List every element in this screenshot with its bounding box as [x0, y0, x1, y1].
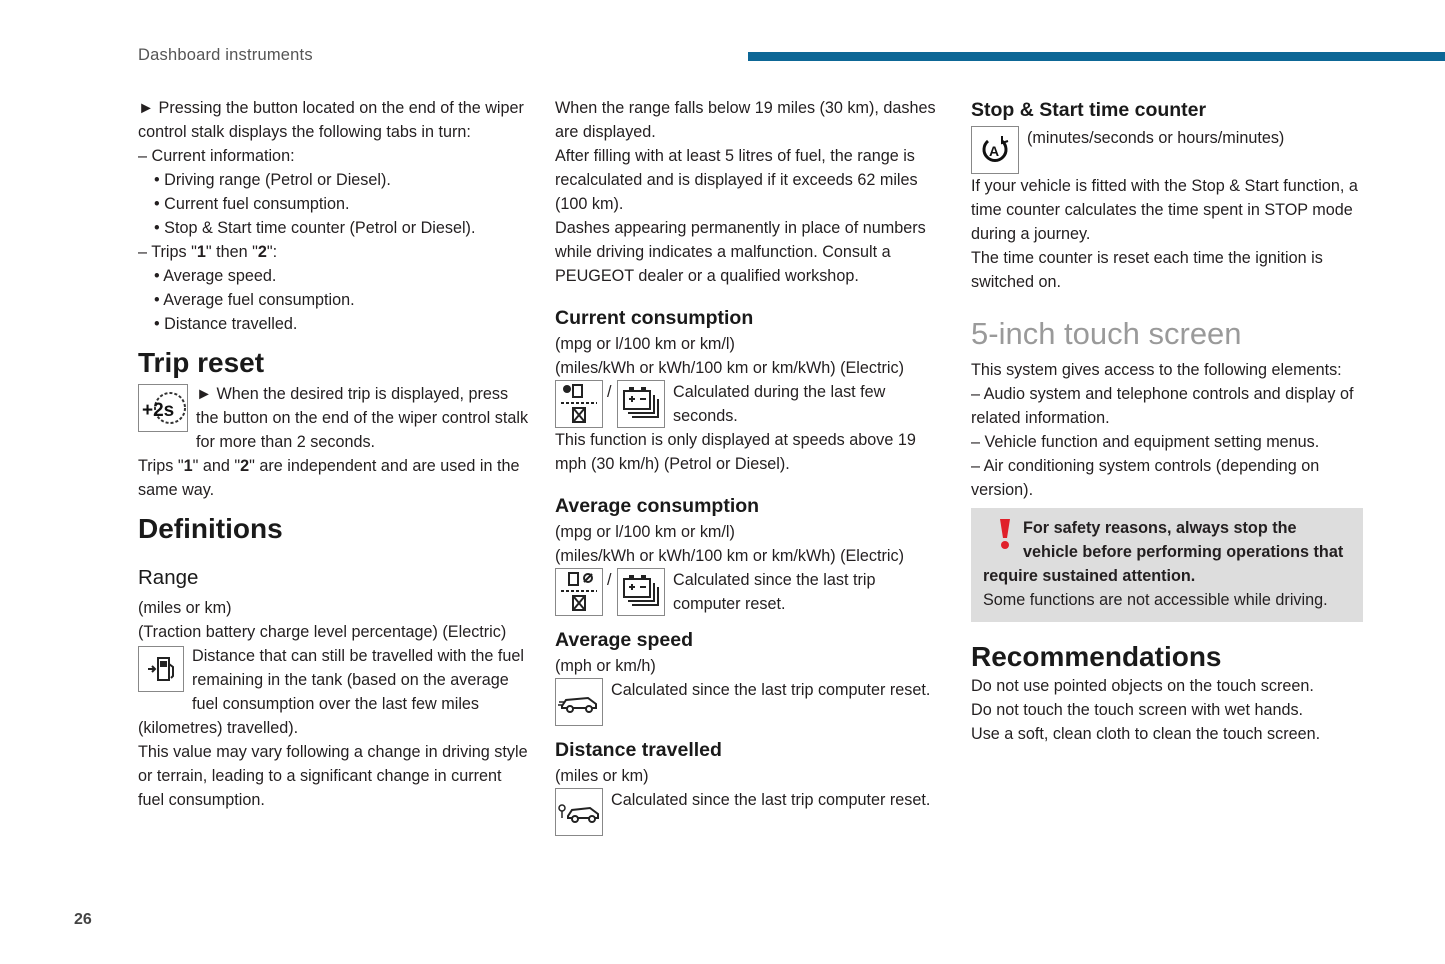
cc-unit-electric: (miles/kWh or kWh/100 km or km/kWh) (Electric) [555, 359, 904, 377]
range-refill-text: After filling with at least 5 litres of fuel, the range is recalculated and is displayed if it exceeds 62 miles (100 km). [555, 147, 918, 213]
distance-travelled-title: Distance travelled [555, 739, 722, 761]
list-item: – Audio system and telephone controls and display of related information. [971, 382, 1363, 430]
column-2 [555, 96, 945, 836]
list-item: • Driving range (Petrol or Diesel). [138, 168, 530, 192]
range-unit-electric: (Traction battery charge level percentage) (Electric) [138, 623, 507, 641]
rec-text-3: Use a soft, clean cloth to clean the touch screen. [971, 725, 1321, 743]
rec-text-2: Do not touch the touch screen with wet hands. [971, 701, 1304, 719]
current-consumption-title: Current consumption [555, 307, 754, 329]
average-consumption-title: Average consumption [555, 495, 760, 517]
battery-consumption-icon [617, 568, 665, 616]
warning-bold-text: For safety reasons, always stop the vehicle before performing operations that require sustained attention. [983, 519, 1344, 585]
slash-separator: / [607, 383, 612, 401]
trip-reset-title: Trip reset [138, 347, 265, 378]
as-text: Calculated since the last trip computer reset. [611, 681, 931, 699]
slash-separator: / [607, 571, 612, 589]
list-item: • Average fuel consumption. [138, 288, 530, 312]
column-3 [971, 96, 1363, 746]
trips-item: – Trips "1" then "2": [138, 240, 530, 264]
ac-text: Calculated since the last trip computer reset. [673, 571, 876, 613]
definitions-title: Definitions [138, 513, 283, 544]
range-text: Distance that can still be travelled with the fuel remaining in the tank (based on the average fuel consumption over the last few miles (kilometres) travelled). [138, 647, 525, 737]
as-unit: (mph or km/h) [555, 657, 656, 675]
list-item: • Current fuel consumption. [138, 192, 530, 216]
car-distance-icon [555, 788, 603, 836]
list-item: – Air conditioning system controls (depending on version). [971, 454, 1363, 502]
column-1 [138, 96, 530, 812]
recommendations-title: Recommendations [971, 641, 1222, 672]
dt-text: Calculated since the last trip computer reset. [611, 791, 931, 809]
ss-text-2: The time counter is reset each time the ignition is switched on. [971, 249, 1323, 291]
list-item: • Average speed. [138, 264, 530, 288]
ss-unit: (minutes/seconds or hours/minutes) [1027, 129, 1285, 147]
dt-unit: (miles or km) [555, 767, 649, 785]
touch-screen-title: 5-inch touch screen [971, 316, 1242, 351]
range-dashes-text: When the range falls below 19 miles (30 km), dashes are displayed. [555, 99, 936, 141]
svg-text:+2s: +2s [142, 400, 175, 421]
ts-intro: This system gives access to the following elements: [971, 361, 1342, 379]
fuel-pump-icon [138, 646, 184, 692]
range-malfunction-text: Dashes appearing permanently in place of numbers while driving indicates a malfunction. Consult a PEUGEOT dealer or a qualified workshop. [555, 219, 926, 285]
range-unit: (miles or km) [138, 599, 232, 617]
list-item: – Vehicle function and equipment setting menus. [971, 430, 1363, 454]
warning-text: Some functions are not accessible while driving. [983, 591, 1328, 609]
cc-unit: (mpg or l/100 km or km/l) [555, 335, 735, 353]
page-header-title: Dashboard instruments [138, 46, 313, 64]
safety-warning-box [971, 508, 1363, 622]
cc-text-2: This function is only displayed at speeds above 19 mph (30 km/h) (Petrol or Diesel). [555, 431, 916, 473]
stop-start-icon [971, 126, 1019, 174]
rec-text-1: Do not use pointed objects on the touch screen. [971, 677, 1314, 695]
svg-text:A: A [989, 143, 1000, 159]
ss-text: If your vehicle is fitted with the Stop & Start function, a time counter calculates the time spent in STOP mode during a journey. [971, 177, 1358, 243]
average-speed-title: Average speed [555, 629, 694, 651]
fuel-consumption-icon [555, 380, 603, 428]
stop-start-title: Stop & Start time counter [971, 99, 1207, 121]
car-speed-icon [555, 678, 603, 726]
page-number: 26 [74, 911, 92, 928]
plus-2s-icon [138, 384, 188, 432]
header-accent-bar [748, 52, 1445, 61]
cc-text: Calculated during the last few seconds. [673, 383, 886, 425]
list-item: • Stop & Start time counter (Petrol or Diesel). [138, 216, 530, 240]
current-info-item: – Current information: [138, 144, 530, 168]
trip-reset-text: ► When the desired trip is displayed, press the button on the end of the wiper control stalk for more than 2 seconds. [196, 385, 529, 451]
list-item: • Distance travelled. [138, 312, 530, 336]
trips-independent-text: Trips "1" and "2" are independent and are used in the same way. [138, 457, 520, 499]
ac-unit: (mpg or l/100 km or km/l) [555, 523, 735, 541]
ac-unit-electric: (miles/kWh or kWh/100 km or km/kWh) (Electric) [555, 547, 904, 565]
intro-text: ► Pressing the button located on the end of the wiper control stalk displays the following tabs in turn: [138, 99, 524, 141]
range-title: Range [138, 566, 199, 589]
average-fuel-icon [555, 568, 603, 616]
warning-icon [997, 518, 1013, 557]
range-text-2: This value may vary following a change in driving style or terrain, leading to a significant change in current fuel consumption. [138, 743, 528, 809]
battery-consumption-icon [617, 380, 665, 428]
